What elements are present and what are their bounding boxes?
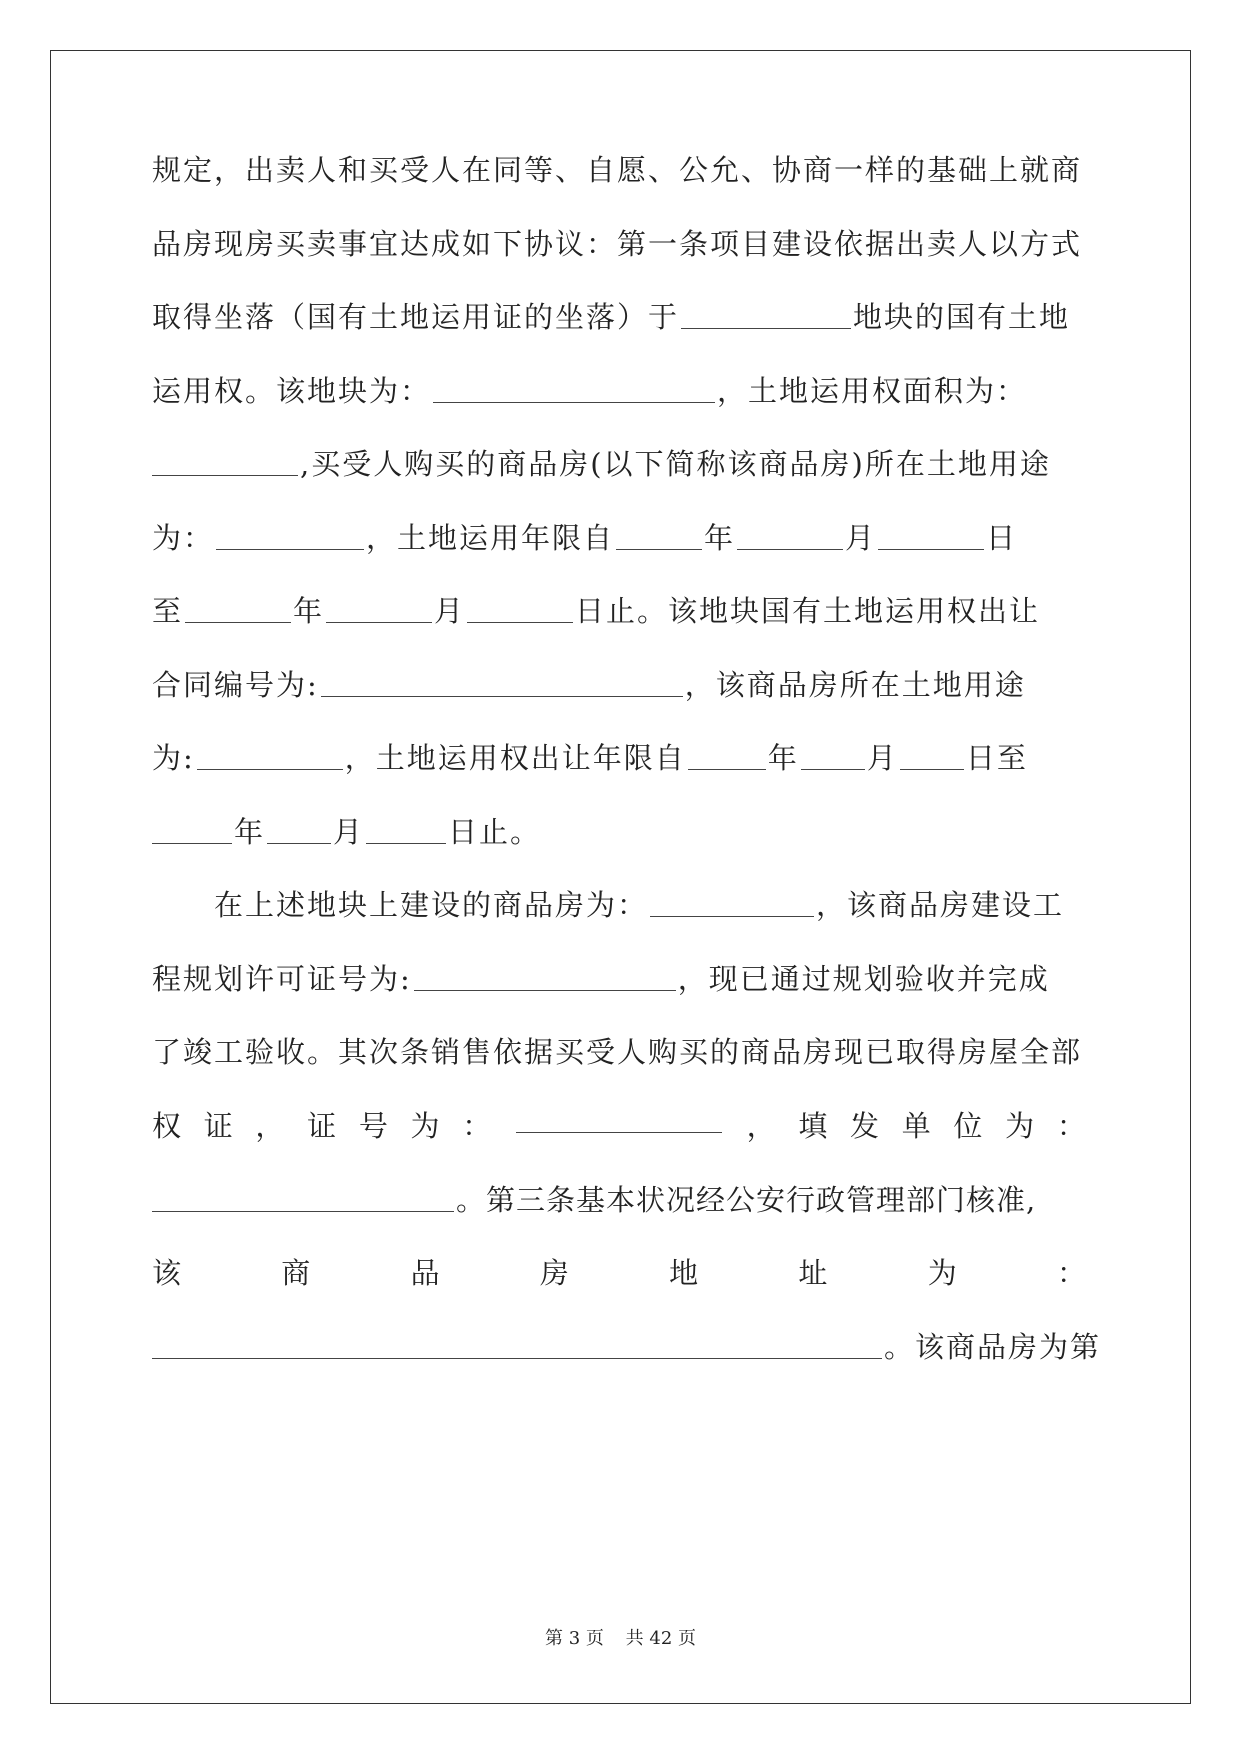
char: ， <box>255 1109 285 1143</box>
line-text: 程规划许可证号为: <box>152 962 412 996</box>
fill-blank[interactable] <box>737 523 843 550</box>
text-line <box>152 959 1086 999</box>
text-line <box>152 224 1086 264</box>
char: 为 <box>1005 1109 1035 1143</box>
char: 址 <box>798 1256 828 1290</box>
line-text: ，土地运用权面积为： <box>717 374 1028 408</box>
text-line <box>152 444 1086 484</box>
char: 发 <box>850 1109 880 1143</box>
line-text: 了竣工验收。其次条销售依据买受人购买的商品房现已取得房屋全部 <box>152 1035 1083 1069</box>
char: 证 <box>203 1109 233 1143</box>
char: ， <box>746 1109 776 1143</box>
char: 证 <box>307 1109 337 1143</box>
text-line <box>152 518 1086 558</box>
fill-blank[interactable] <box>688 743 766 770</box>
fill-blank[interactable] <box>516 1106 722 1133</box>
page-number: 第 3 页 <box>545 1628 604 1649</box>
line-text: 规定，出卖人和买受人在同等、自愿、公允、协商一样的基础上就商 <box>152 153 1083 187</box>
char: 品 <box>410 1256 440 1290</box>
fill-blank[interactable] <box>152 817 232 844</box>
text-line <box>152 1180 1086 1220</box>
line-text: ，现已通过规划验收并完成 <box>677 962 1050 996</box>
fill-blank[interactable] <box>650 890 814 917</box>
line-text: 日止。 <box>448 815 542 849</box>
line-text: 运用权。该地块为： <box>152 374 432 408</box>
line-text: ，该商品房所在土地用途 <box>684 668 1026 702</box>
line-text: 月 <box>333 815 365 849</box>
line-text: 品房现房买卖事宜达成如下协议：第一条项目建设依据出卖人以方式 <box>152 227 1083 261</box>
char: 填 <box>798 1109 828 1143</box>
fill-blank[interactable] <box>681 302 851 329</box>
fill-blank[interactable] <box>616 523 702 550</box>
char: 房 <box>539 1256 569 1290</box>
fill-blank[interactable] <box>321 670 683 697</box>
fill-blank[interactable] <box>216 523 364 550</box>
line-text: 年 <box>704 521 736 555</box>
text-line <box>152 1032 1086 1072</box>
fill-blank[interactable] <box>801 743 865 770</box>
line-text: 地块的国有土地 <box>853 300 1071 334</box>
text-line <box>152 738 1086 778</box>
char: 为 <box>927 1256 957 1290</box>
fill-blank[interactable] <box>878 523 984 550</box>
fill-blank[interactable] <box>900 743 964 770</box>
text-line <box>152 885 1086 925</box>
char: 地 <box>669 1256 699 1290</box>
line-text: 取得坐落（国有土地运用证的坐落）于 <box>152 300 680 334</box>
char: ： <box>1056 1109 1086 1143</box>
line-text: 日至 <box>965 741 1028 775</box>
fill-blank[interactable] <box>326 596 432 623</box>
fill-blank[interactable] <box>185 596 291 623</box>
page-footer <box>0 1624 1241 1650</box>
line-text: 为: <box>152 741 195 775</box>
char: 权 <box>152 1109 182 1143</box>
fill-blank[interactable] <box>433 376 715 403</box>
line-text: ，该商品房建设工 <box>816 888 1065 922</box>
line-text: 年 <box>234 815 266 849</box>
line-text: 合同编号为: <box>152 668 319 702</box>
line-text: ，土地运用年限自 <box>366 521 615 555</box>
line-text: 日止。该地块国有土地运用权出让 <box>575 594 1041 628</box>
fill-blank[interactable] <box>152 1332 882 1359</box>
line-text: 。该商品房为第 <box>884 1330 1102 1364</box>
page-total: 共 42 页 <box>625 1628 696 1649</box>
char: 为 <box>410 1109 440 1143</box>
char: 号 <box>358 1109 388 1143</box>
fill-blank[interactable] <box>152 1185 454 1212</box>
text-line <box>152 665 1086 705</box>
line-text: 日 <box>986 521 1018 555</box>
text-line <box>152 812 1086 852</box>
text-line <box>152 150 1086 190</box>
char: ： <box>462 1109 492 1143</box>
fill-blank[interactable] <box>366 817 446 844</box>
text-line <box>152 1327 1102 1367</box>
fill-blank[interactable] <box>267 817 331 844</box>
fill-blank[interactable] <box>197 743 343 770</box>
char: ： <box>1056 1256 1086 1290</box>
text-line <box>152 297 1086 337</box>
char: 位 <box>953 1109 983 1143</box>
line-text: 在上述地块上建设的商品房为： <box>214 888 649 922</box>
line-text: ，土地运用权出让年限自 <box>344 741 686 775</box>
line-text: 至 <box>152 594 184 628</box>
fill-blank[interactable] <box>467 596 573 623</box>
fill-blank[interactable] <box>414 964 676 991</box>
text-line-justified <box>152 1253 1086 1293</box>
text-line <box>152 371 1086 411</box>
line-text: 月 <box>434 594 466 628</box>
line-text: 。第三条基本状况经公安行政管理部门核准, <box>456 1183 1037 1217</box>
line-text: 年 <box>293 594 325 628</box>
char: 单 <box>901 1109 931 1143</box>
line-text: ,买受人购买的商品房(以下简称该商品房)所在土地用途 <box>300 447 1051 481</box>
line-text: 月 <box>866 741 898 775</box>
line-text: 为： <box>152 521 215 555</box>
line-text: 年 <box>767 741 799 775</box>
text-line <box>152 591 1086 631</box>
char: 该 <box>152 1256 182 1290</box>
text-line-justified <box>152 1106 1086 1146</box>
fill-blank[interactable] <box>152 449 298 476</box>
char: 商 <box>281 1256 311 1290</box>
line-text: 月 <box>845 521 877 555</box>
